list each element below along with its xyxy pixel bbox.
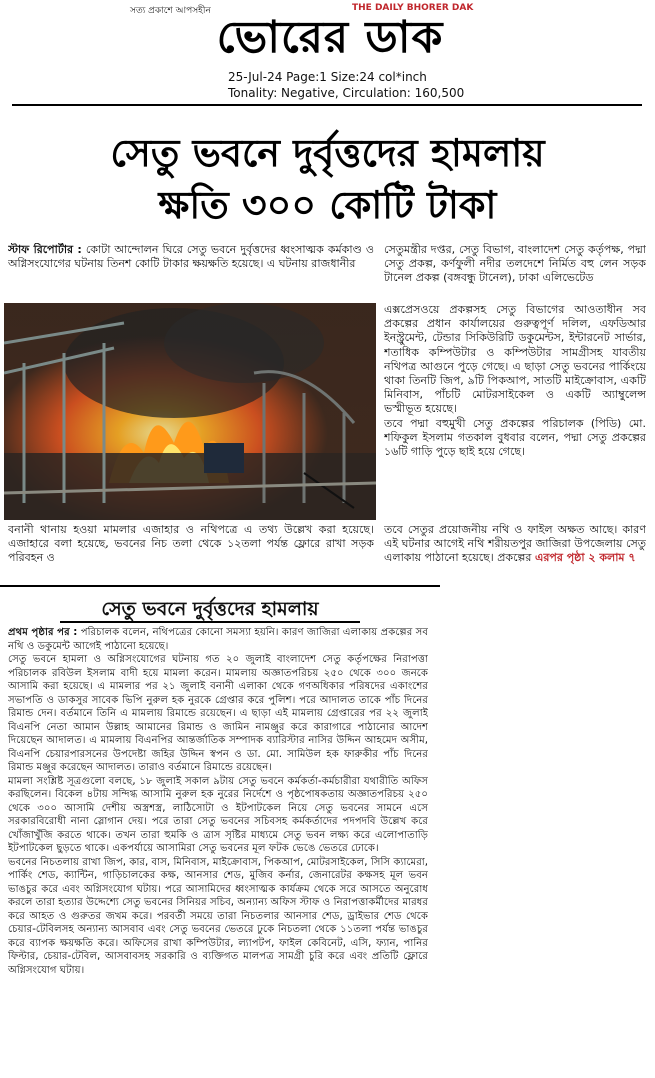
byline: স্টাফ রিপোর্টার :	[8, 243, 82, 256]
col2-bottom-text: তবে সেতুর প্রয়োজনীয় নথি ও ফাইল অক্ষত আছে। কারণ এই ঘটনার আগেই নথি শরীয়তপুর জাজিরা উপজেলায় সেতু এলাকায় পাঠানো হয়েছে। প্রকল্পের	[384, 523, 646, 565]
col1-intro-text: কোটা আন্দোলন ঘিরে সেতু ভবনে দুর্বৃত্তদের ধ্বংসাত্মক কর্মকাণ্ড ও অগ্নিসংযোগের ঘটনায় তিনশ কোটি টাকার ক্ষয়ক্ষতি হয়েছে। এ ঘটনায় রাজধানীর	[8, 243, 374, 271]
tagline-right: THE DAILY BHORER DAK	[352, 3, 474, 13]
jump-para-3: মামলা সংশ্লিষ্ট সূত্রগুলো বলছে, ১৮ জুলাই সকাল ৯টায় সেতু ভবনে কর্মকর্তা-কর্মচারীরা যথারীতি অফিস করছিলেন। বিকেল ৪টায় সন্দিগ্ধ আসামি নুরুল হক নুরের নির্দেশে ও পৃষ্ঠপোষকতায় অজ্ঞাতপরিচয় ২৫০ থেকে ৩০০ আসামি দেশীয় অস্ত্রশস্ত্র, লাঠিসোটা ও ইটপাটকেল নিয়ে সেতু ভবনের সামনে এসে সরকারবিরোধী নানা স্লোগান দেয়। পরে তারা সেতু ভবনের সচিবসহ কর্মকর্তাদের পদপদবি উল্লেখ করে খোঁজাখুঁজি করতে থাকে। তখন তারা হুমকি ও ত্রাস সৃষ্টির মাধ্যমে সেতু ভবন লক্ষ্য করে এলোপাতাড়ি ইটপাটকেল ছুড়তে থাকে। একপর্যায়ে আসামিরা সেতু ভবনের মূল ফটক ভেঙে ভেতরে ঢোকে।	[8, 775, 428, 854]
headline-line-2: ক্ষতি ৩০০ কোটি টাকা	[158, 183, 497, 227]
header-rule	[12, 104, 642, 106]
section-divider	[0, 585, 440, 587]
jump-subhead-rule	[60, 621, 360, 623]
tagline-left: সত্য প্রকাশে আপসহীন	[130, 6, 211, 16]
jump-para-2: সেতু ভবনে হামলা ও অগ্নিসংযোগের ঘটনায় গত ২০ জুলাই বাংলাদেশ সেতু কর্তৃপক্ষের নিরাপত্তা পরিচালক রবিউল ইসলাম বাদী হয়ে মামলা করেন। মামলায় অজ্ঞাতপরিচয় ২৫০ থেকে ৩০০ জনকে আসামি করা হয়েছে। এ মামলার পর ২১ জুলাই বনানী এলাকা থেকে গণঅধিকার পরিষদের একাংশের সভাপতি ও ডাকসুর সাবেক ভিপি নুরুল হক নুরকে গ্রেপ্তার করে পুলিশ। পরে আদালত তাকে পাঁচ দিনের রিমান্ড দেন। বর্তমানে তিনি এ মামলায় রিমান্ডে রয়েছেন। এ ছাড়া এই মামলায় গ্রেপ্তারের পর ২২ জুলাই বিএনপি নেতা আমান উল্লাহ আমানের রিমান্ড ও জামিন নামঞ্জুর করে কারাগারে পাঠানোর আদেশ দিয়েছেন আদালত। এ মামলায় বিএনপির আন্তর্জাতিক সম্পাদক ব্যারিস্টার নাসির উদ্দিন আহমেদ অসীম, বিএনপি চেয়ারপারসনের উপদেষ্টা জহির উদ্দিন স্বপন ও ডা. মো. সামিউল হক ফারুকীর পাঁচ দিনের রিমান্ড মঞ্জুর করেছেন আদালত। তারাও বর্তমানে রিমান্ডে রয়েছেন।	[8, 654, 428, 773]
meta-line-1: 25-Jul-24 Page:1 Size:24 col*inch	[228, 70, 427, 84]
jump-label: প্রথম পৃষ্ঠার পর :	[8, 627, 78, 638]
col2-top	[384, 243, 646, 301]
news-photo-fire	[4, 303, 376, 520]
headline-line-1: সেতু ভবনে দুর্বৃত্তদের হামলায়	[110, 131, 545, 175]
col1-after-photo	[8, 523, 374, 581]
col2-para-2: তবে পদ্মা বহুমুখী সেতু প্রকল্পের পরিচালক (পিডি) মো. শফিকুল ইসলাম গতকাল বুধবার বলেন, পদ্মা সেতু প্রকল্পের ১৬টি গাড়ি পুড়ে ছাই হয়ে গেছে।	[384, 416, 646, 459]
col2-middle	[384, 303, 646, 523]
jump-para-1: পরিচালক বলেন, নথিপত্রের কোনো সমস্যা হয়নি। কারণ জাজিরা এলাকায় প্রকল্পের সব নথি ও ডকুমেন্ট আগেই পাঠানো হয়েছে।	[8, 627, 428, 652]
jump-subhead: সেতু ভবনে দুর্বৃত্তদের হামলায়	[101, 598, 319, 620]
jump-body	[8, 626, 428, 1071]
continued-label: এরপর পৃষ্ঠা ২ কলাম ৭	[534, 551, 636, 565]
col2-bottom	[384, 523, 646, 581]
col2-top-text: সেতুমন্ত্রীর দপ্তর, সেতু বিভাগ, বাংলাদেশ সেতু কর্তৃপক্ষ, পদ্মা সেতু প্রকল্প, কর্ণফুলী নদীর তলদেশে নির্মিত বহু লেন সড়ক টানেল প্রকল্প (বঙ্গবন্ধু টানেল), ঢাকা এলিভেটেড	[384, 243, 646, 285]
col1-after-photo-text: বনানী থানায় হওয়া মামলার এজাহার ও নথিপত্রে এ তথ্য উল্লেখ করা হয়েছে। এজাহারে বলা হয়েছে, ভবনের নিচ তলা থেকে ১২তলা পর্যন্ত ফ্লোরে রাখা সড়ক পরিবহন ও	[8, 523, 374, 565]
col1-intro	[8, 243, 374, 301]
col2-para-1: এক্সপ্রেসওয়ে প্রকল্পসহ সেতু বিভাগের আওতাধীন সব প্রকল্পের প্রধান কার্যালয়ের গুরুত্বপূর্ণ দলিল, এফডিআর ইনস্ট্রুমেন্ট, টেন্ডার সিকিউরিটি ডকুমেন্টস, ইন্টারনেট সার্ভার, শতাধিক কম্পিউটার ও কম্পিউটার সামগ্রীসহ যাবতীয় নথিপত্র আগুনে পুড়ে গেছে। এ ছাড়া সেতু ভবনের পার্কিংয়ে থাকা তিনটি জিপ, ৯টি পিকআপ, সাতটি মাইক্রোবাস, একটি মিনিবাস, পাঁচটি মোটরসাইকেল ও একটি অ্যাম্বুলেন্স ভস্মীভূত হয়েছে।	[384, 303, 646, 416]
meta-line-2: Tonality: Negative, Circulation: 160,500	[228, 86, 465, 100]
masthead-logo: ভোরের ডাক	[216, 12, 444, 63]
photo-illustration	[4, 303, 376, 520]
jump-para-4: ভবনের নিচতলায় রাখা জিপ, কার, বাস, মিনিবাস, মাইক্রোবাস, পিকআপ, মোটরসাইকেল, সিসি ক্যামেরা, পার্কিং শেড, ক্যান্টিন, গাড়িচালকের কক্ষ, আনসার শেড, মুজিব কর্নার, জেনারেটর কক্ষসহ মূল ভবন ভাঙচুর করে এবং অগ্নিসংযোগ ঘটায়। পরে আসামিদের ধ্বংসাত্মক কার্যক্রম থেকে সরে আসতে অনুরোধ করলে তারা হত্যার উদ্দেশ্যে সেতু ভবনের সিনিয়র সচিব, অন্যান্য অফিস স্টাফ ও নিরাপত্তাকর্মীদের মারধর করে আহত ও গুরুতর জখম করে। পরবর্তী সময়ে তারা নিচতলার আনসার শেড, ড্রাইভার শেড থেকে চেয়ার-টেবিলসহ অন্যান্য আসবাব এবং সেতু ভবনের ভেতরে ঢুকে নিচতলা থেকে ১১তলা পর্যন্ত ভাঙচুর করে ব্যাপক ক্ষয়ক্ষতি করে। অফিসের রাখা কম্পিউটার, ল্যাপটপ, ফাইল কেবিনেট, এসি, ফ্যান, পানির ফিল্টার, চেয়ার-টেবিল, আসবাবসহ সরকারি ও ব্যক্তিগত মালপত্র সামগ্রী চুরি করে এবং প্রতিটি ফ্লোরে অগ্নিসংযোগ ঘটায়।	[8, 856, 428, 976]
